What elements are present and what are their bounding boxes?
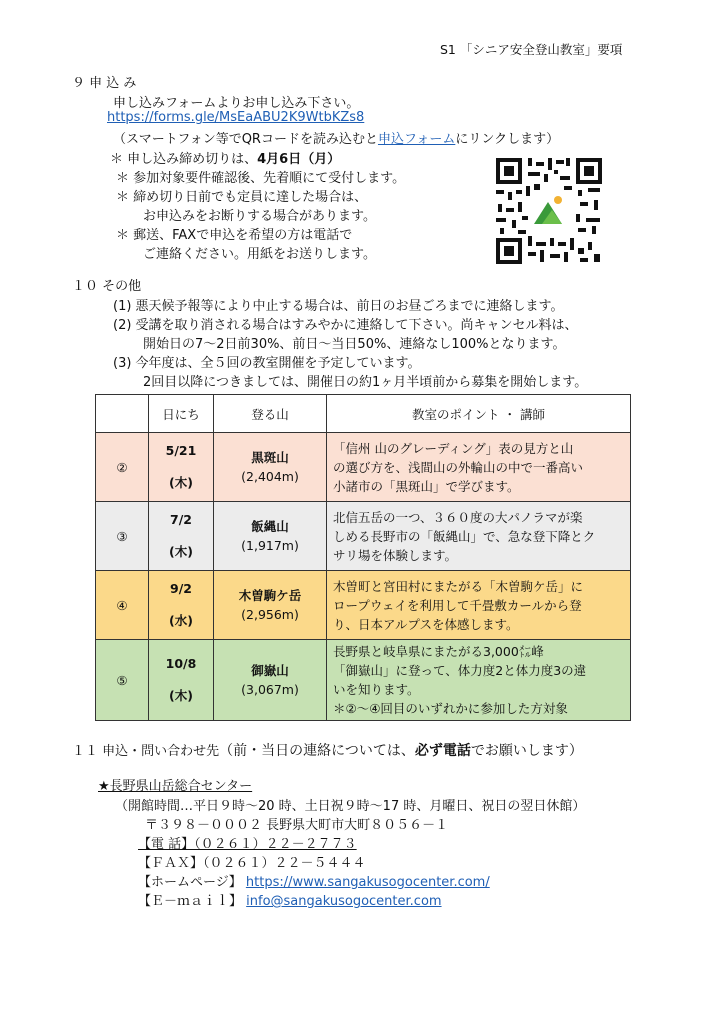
table-header-row [96, 395, 631, 433]
points-line: 「信州 山のグレーディング」表の見方と山 [333, 440, 574, 456]
section-11-heading: １１ 申込・問い合わせ先 [72, 744, 220, 759]
other-item-2: (2) 受講を取り消される場合はすみやかに連絡して下さい。尚キャンセル料は、 [113, 318, 578, 333]
mountain-cell [214, 502, 327, 571]
points-line: サリ場を体験します。 [333, 547, 458, 563]
mountain-elevation: (2,956m) [241, 607, 299, 622]
note-capacity-cont: お申込みをお断りする場合があります。 [143, 209, 376, 224]
date-value: 7/2 [170, 512, 192, 527]
session-date [149, 640, 214, 721]
qr-note-suffix: にリンクします） [455, 132, 560, 147]
other-item-3: (3) 今年度は、全５回の教室開催を予定しています。 [113, 356, 421, 371]
fax-number: 【ＦＡＸ】（０２６１）２２－５４４４ [138, 856, 366, 871]
day-of-week: (木) [169, 544, 193, 559]
points-line: り、日本アルプスを体感します。 [333, 616, 519, 632]
points-line: の選び方を、浅間山の外輪山の中で一番高い [333, 459, 584, 475]
organization-name: ★長野県山岳総合センター [98, 779, 253, 794]
header-blank [96, 395, 149, 433]
apply-instruction: 申し込みフォームよりお申し込み下さい。 [113, 96, 360, 111]
opening-hours: （開館時間…平日９時～20 時、土日祝９時～17 時、月曜日、祝日の翌日休館） [115, 799, 586, 814]
points-line: いを知ります。 [333, 682, 420, 697]
table-row [96, 433, 631, 502]
points-line: ＊②～④回目のいずれかに参加した方対象 [333, 701, 568, 716]
points-line: 「御嶽山」に登って、体力度2と体力度3の違 [333, 663, 587, 678]
points-cell [327, 433, 631, 502]
qr-note [113, 128, 559, 147]
deadline-date: 4月6日（月） [257, 152, 341, 167]
section-10-title: １０ その他 [72, 279, 142, 294]
mountain-elevation: (3,067m) [241, 682, 299, 697]
table-row [96, 502, 631, 571]
note-fax: ＊ 郵送、FAXで申込を希望の方は電話で [116, 228, 353, 243]
points-line: 北信五岳の一つ、３６０度の大パノラマが楽 [333, 509, 583, 525]
qr-code[interactable] [494, 156, 604, 266]
points-cell [327, 502, 631, 571]
mountain-elevation: (1,917m) [241, 538, 299, 553]
mountain-cell [214, 433, 327, 502]
points-line: しめる長野市の「飯縄山」で、急な登下降とク [333, 528, 596, 544]
mountain-cell [214, 571, 327, 640]
page-header: S1 「シニア安全登山教室」要項 [440, 42, 623, 57]
header-date: 日にち [149, 395, 214, 433]
schedule-table [95, 394, 631, 721]
session-number: ⑤ [96, 640, 149, 721]
points-line: 木曽町と宮田村にまたがる「木曽駒ケ岳」に [333, 578, 584, 594]
session-number: ② [96, 433, 149, 502]
form-link[interactable]: 申込フォーム [377, 132, 456, 147]
session-date [149, 433, 214, 502]
day-of-week: (木) [169, 688, 193, 703]
homepage-link[interactable]: https://www.sangakusogocenter.com/ [245, 875, 490, 890]
mountain-name: 黒斑山 [251, 450, 289, 465]
header-points: 教室のポイント ・ 講師 [327, 395, 631, 433]
session-number: ③ [96, 502, 149, 571]
session-number: ④ [96, 571, 149, 640]
section-9-title: ９ 申 込 み [72, 76, 137, 91]
section-11-title [72, 740, 583, 760]
mountain-cell [214, 640, 327, 721]
mountain-name: 飯縄山 [251, 519, 289, 534]
other-item-2-cont: 開始日の7～2日前30%、前日～当日50%、連絡なし100%となります。 [143, 337, 566, 352]
homepage-label: 【ホームページ】 [138, 875, 242, 890]
points-line: ロープウェイを利用して千畳敷カールから登 [333, 597, 582, 613]
email-link[interactable]: info@sangakusogocenter.com [246, 894, 442, 909]
mountain-name: 御嶽山 [251, 663, 289, 678]
day-of-week: (木) [169, 475, 193, 490]
note-fax-cont: ご連絡ください。用紙をお送りします。 [143, 247, 376, 262]
other-item-3-cont: 2回目以降につきましては、開催日の約1ヶ月半頃前から募集を開始します。 [143, 375, 588, 390]
points-cell [327, 571, 631, 640]
points-line: 長野県と岐阜県にまたがる3,000㍍峰 [333, 644, 544, 659]
contact-note-suffix: でお願いします） [470, 743, 583, 759]
deadline [110, 148, 340, 167]
qr-note-prefix: （スマートフォン等でQRコードを読み込むと [113, 132, 378, 147]
day-of-week: (水) [169, 613, 193, 628]
date-value: 9/2 [170, 581, 192, 596]
email-label: 【Ｅ－ｍａｉｌ】 [138, 894, 243, 909]
session-date [149, 502, 214, 571]
contact-note-prefix: （前・当日の連絡については、 [219, 743, 415, 759]
table-row [96, 640, 631, 721]
table-row [96, 571, 631, 640]
date-value: 10/8 [165, 656, 197, 671]
session-date [149, 571, 214, 640]
deadline-prefix: ＊ 申し込み締め切りは、 [110, 152, 258, 167]
points-line: 小諸市の「黒斑山」で学びます。 [333, 478, 520, 494]
points-cell [327, 640, 631, 721]
header-mountain: 登る山 [214, 395, 327, 433]
mountain-name: 木曽駒ケ岳 [238, 588, 302, 603]
other-item-1: (1) 悪天候予報等により中止する場合は、前日のお昼ごろまでに連絡します。 [113, 299, 564, 314]
postal-address: 〒３９８－０００２ 長野県大町市大町８０５６－１ [145, 818, 449, 833]
phone-number: 【電 話】（０２６１）２２－２７７３ [138, 837, 357, 852]
date-value: 5/21 [165, 443, 197, 458]
note-first-come: ＊ 参加対象要件確認後、先着順にて受付します。 [116, 171, 406, 186]
email-row [138, 890, 442, 909]
homepage-row [138, 871, 490, 890]
note-capacity: ＊ 締め切り日前でも定員に達した場合は、 [116, 190, 368, 205]
contact-note-emphasis: 必ず電話 [414, 743, 471, 759]
mountain-elevation: (2,404m) [241, 469, 299, 484]
form-url-link[interactable]: https://forms.gle/MsEaABU2K9WtbKZs8 [107, 110, 365, 125]
